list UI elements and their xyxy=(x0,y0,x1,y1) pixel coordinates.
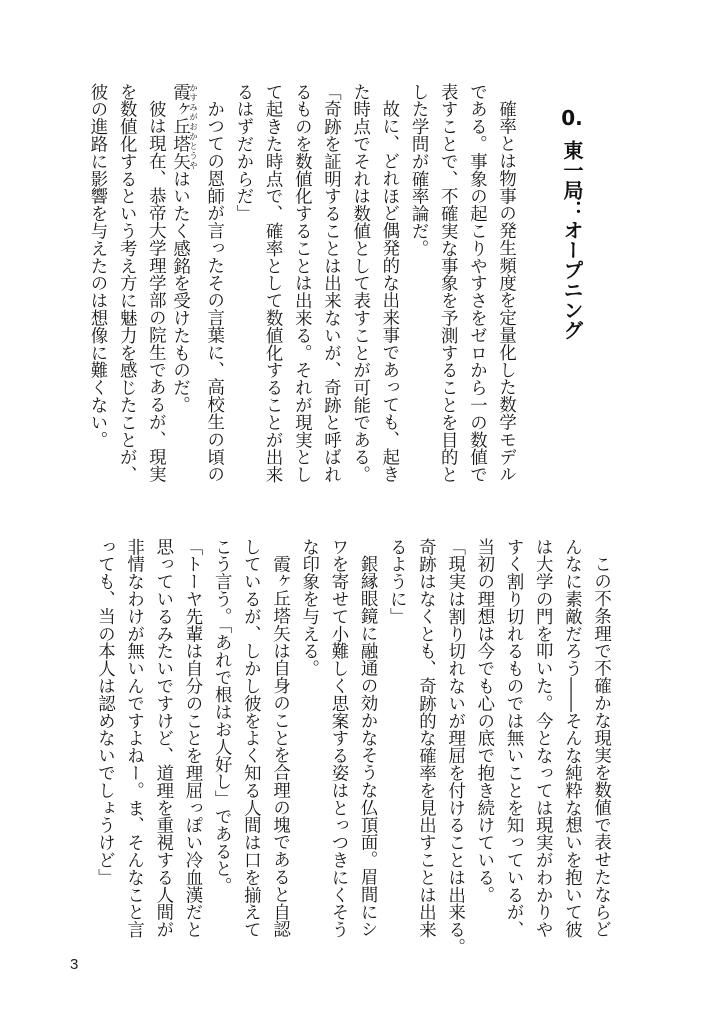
text-line: した学問が確率論だ。 xyxy=(408,82,429,257)
paragraph xyxy=(344,83,402,484)
paragraph xyxy=(403,83,520,484)
text-line: な印象を与える。 xyxy=(298,537,319,677)
paragraph xyxy=(82,83,170,484)
paragraph xyxy=(228,83,345,484)
text-line: 彼は現在、恭帝大学理学部の院生であるが、現実 xyxy=(145,99,166,483)
text-line: 故に、どれほど偶発的な出来事であっても、起き xyxy=(378,99,399,483)
ruby-base: 霞ヶ丘塔矢 xyxy=(169,82,190,170)
paragraph xyxy=(381,537,469,956)
text-line: るはずだからだ」 xyxy=(232,82,253,222)
text-line: 「奇跡を証明することは出来ないが、奇跡と呼ばれ xyxy=(320,82,341,483)
text-line: て起きた時点で、確率として数値化することが出来 xyxy=(262,82,283,483)
text-line: 奇跡はなくとも、奇跡的な確率を見出すことは出来 xyxy=(415,537,436,938)
text-line: るように」 xyxy=(386,537,407,625)
text-line: は大学の門を叩いた。今となっては現実がわかりや xyxy=(532,537,553,938)
text-line: 「現実は割り切れないが理屈を付けることは出来る。 xyxy=(444,537,465,956)
page-number: 3 xyxy=(70,956,79,973)
paragraph xyxy=(469,538,615,939)
text-line: 思っているみたいですけど、道理を重視する人間が xyxy=(152,537,173,938)
text-line: かつての恩師が言ったその言葉に、高校生の頃の xyxy=(203,99,224,483)
paragraph xyxy=(169,83,227,484)
chapter-number: 0. xyxy=(561,108,583,128)
text-line: 「トーヤ先輩は自分のことを理屈っぽい冷血漢だと xyxy=(181,537,202,938)
name-with-furigana xyxy=(169,82,199,170)
text-line: 非情なわけが無いんですよねー。ま、そんなこと言 xyxy=(123,537,144,938)
chapter-title xyxy=(557,108,587,368)
paragraph xyxy=(206,538,294,939)
text-line: である。事象の起こりやすさをゼロから一の数値で xyxy=(466,82,487,483)
text-line: 確率とは物事の発生頻度を定量化した数学モデル xyxy=(495,99,516,483)
text-line: た時点でそれは数値として表すことが可能である。 xyxy=(349,82,370,483)
text-line: 彼の進路に影響を与えたのは想像に難くない。 xyxy=(86,82,107,448)
text-line: ワを寄せて小難しく思案する姿はとっつきにくそう xyxy=(327,537,348,938)
upper-text-block xyxy=(82,83,520,484)
text-line: んなに素敵だろう――そんな純粋な想いを抱いて彼 xyxy=(561,537,582,938)
text-line: この不条理で不確かな現実を数値で表せたならど xyxy=(590,554,611,938)
chapter-heading: 東一局：オープニング xyxy=(560,140,584,340)
text-line: しているが、しかし彼をよく知る人間は口を揃えて xyxy=(240,537,261,938)
text-line: 銀縁眼鏡に融通の効かなそうな仏頂面。眉間にシ xyxy=(357,554,378,938)
lower-text-block xyxy=(89,537,615,956)
text-line: こう言う。「あれで根はお人好し」であると。 xyxy=(211,537,232,895)
text-line: 当初の理想は今でも心の底で抱き続けている。 xyxy=(473,537,494,903)
text-line-with-furigana xyxy=(169,83,198,484)
text-line: るものを数値化することは出来る。それが現実とし xyxy=(291,82,312,483)
furigana: かすみがおかとうや xyxy=(188,82,199,170)
text-line: 霞ヶ丘塔矢は自身のことを合理の塊であると自認 xyxy=(269,554,290,938)
text-line: っても、当の本人は認めないでしょうけど」 xyxy=(94,537,115,886)
line-text: はいたく感銘を受けたものだ。 xyxy=(169,169,190,414)
text-line: を数値化するという考え方に魅力を感じたことが、 xyxy=(116,82,137,483)
paragraph xyxy=(294,538,382,939)
text-line: 表すことで、不確実な事象を予測することを目的と xyxy=(437,82,458,483)
text-line: すく割り切れるものでは無いことを知っているが、 xyxy=(503,537,524,938)
paragraph xyxy=(89,538,206,939)
